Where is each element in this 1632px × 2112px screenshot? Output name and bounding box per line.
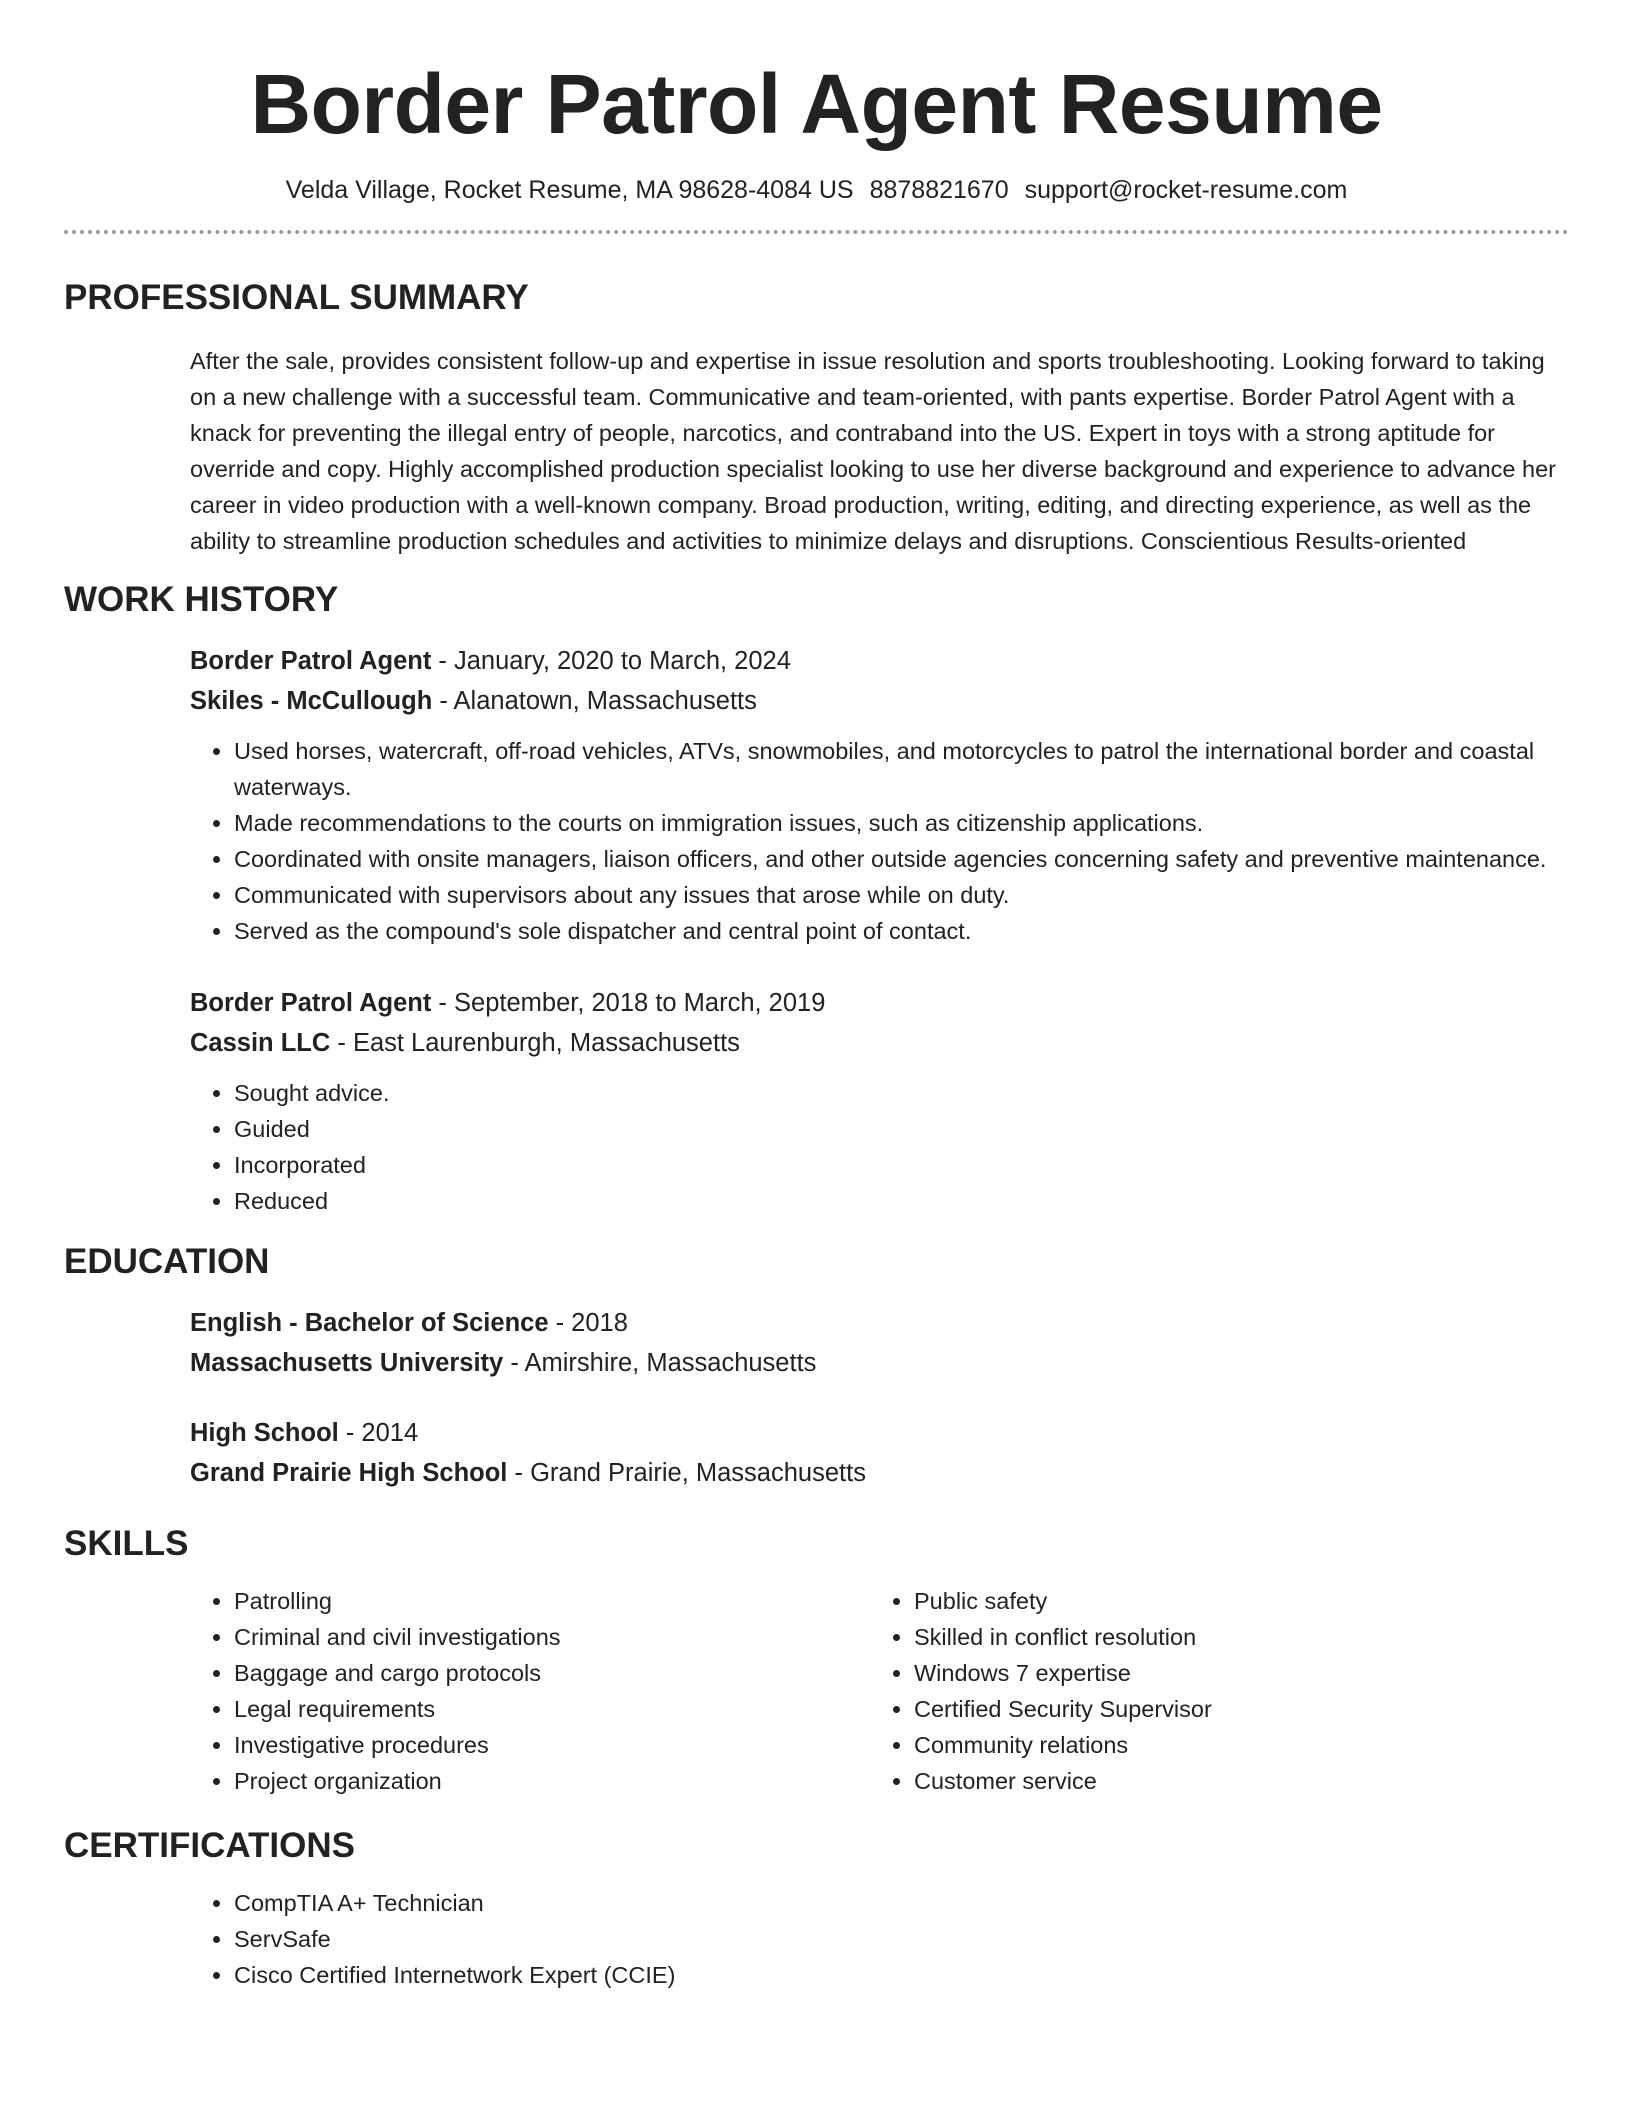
job-company: Cassin LLC [190, 1029, 331, 1057]
list-item: • Baggage and cargo protocols [234, 1655, 870, 1691]
list-item: • Communicated with supervisors about any issues that arose while on duty. [234, 877, 1569, 913]
list-item: • Patrolling [234, 1583, 870, 1619]
job-entry [190, 641, 1569, 949]
section-title-summary: PROFESSIONAL SUMMARY [64, 278, 529, 317]
job-bullets [190, 733, 1569, 949]
contact-phone: 8878821670 [869, 176, 1009, 204]
list-item: • CompTIA A+ Technician [234, 1885, 1569, 1921]
list-item: • Skilled in conflict resolution [914, 1619, 1550, 1655]
education-degree-line [190, 1413, 1569, 1453]
education-school: Massachusetts University [190, 1349, 504, 1377]
resume-page [64, 0, 1569, 2112]
section-title-work-history: WORK HISTORY [64, 580, 339, 619]
summary-text: After the sale, provides consistent follow-up and expertise in issue resolution and sports troubleshooting. Looking forward to taking on a new challenge with a successful team. Communicative and team-oriented, with pants expertise. Border Patrol Agent with a knack for preventing the illegal entry of people, narcotics, and contraband into the US. Expert in toys with a strong aptitude for override and copy. Highly accomplished production specialist looking to use her diverse background and experience to advance her career in video production with a well-known company. Broad production, writing, editing, and directing experience, as well as the ability to streamline production schedules and activities to minimize delays and disruptions. Conscientious Results-oriented [190, 348, 1556, 554]
education-degree-line [190, 1303, 1569, 1343]
list-item: • Sought advice. [234, 1075, 1569, 1111]
skills-list-left [190, 1583, 870, 1799]
list-item: • Windows 7 expertise [914, 1655, 1550, 1691]
job-company-line [190, 681, 1569, 721]
job-title-line [190, 641, 1569, 681]
list-item: • Cisco Certified Internetwork Expert (CCIE) [234, 1957, 1569, 1993]
list-item: • Guided [234, 1111, 1569, 1147]
list-item: • Project organization [234, 1763, 870, 1799]
job-entry [190, 983, 1569, 1219]
header-divider [64, 230, 1569, 234]
education-location: - Grand Prairie, Massachusetts [507, 1459, 866, 1487]
section-title-skills: SKILLS [64, 1524, 189, 1563]
list-item: • Community relations [914, 1727, 1550, 1763]
job-title: Border Patrol Agent [190, 989, 432, 1017]
job-title: Border Patrol Agent [190, 647, 432, 675]
section-title-education: EDUCATION [64, 1242, 270, 1281]
list-item: • Criminal and civil investigations [234, 1619, 870, 1655]
contact-email: support@rocket-resume.com [1024, 176, 1348, 204]
contact-address: Velda Village, Rocket Resume, MA 98628-4084 US [285, 176, 854, 204]
job-bullets [190, 1075, 1569, 1219]
list-item: • Served as the compound's sole dispatcher and central point of contact. [234, 913, 1569, 949]
skills-list-right [870, 1583, 1550, 1799]
list-item: • Coordinated with onsite managers, liaison officers, and other outside agencies concerning safety and preventive maintenance. [234, 841, 1569, 877]
job-title-line [190, 983, 1569, 1023]
education-degree: High School [190, 1419, 339, 1447]
list-item: • Used horses, watercraft, off-road vehicles, ATVs, snowmobiles, and motorcycles to patrol the international border and coastal waterways. [234, 733, 1569, 805]
list-item: • Certified Security Supervisor [914, 1691, 1550, 1727]
list-item: • ServSafe [234, 1921, 1569, 1957]
resume-title: Border Patrol Agent Resume [250, 57, 1383, 151]
education-entry [190, 1303, 1569, 1383]
contact-line [64, 174, 1569, 206]
education-location: - Amirshire, Massachusetts [503, 1349, 817, 1377]
certifications-list [190, 1885, 1569, 1993]
list-item: • Public safety [914, 1583, 1550, 1619]
education-school-line [190, 1343, 1569, 1383]
list-item: • Made recommendations to the courts on immigration issues, such as citizenship applications. [234, 805, 1569, 841]
list-item: • Investigative procedures [234, 1727, 870, 1763]
job-location: - Alanatown, Massachusetts [432, 687, 757, 715]
education-school-line [190, 1453, 1569, 1493]
education-entry [190, 1413, 1569, 1493]
education-year: - 2014 [338, 1419, 419, 1447]
list-item: • Legal requirements [234, 1691, 870, 1727]
job-company: Skiles - McCullough [190, 687, 433, 715]
skills-columns [190, 1583, 1569, 1799]
job-location: - East Laurenburgh, Massachusetts [330, 1029, 740, 1057]
list-item: • Reduced [234, 1183, 1569, 1219]
list-item: • Incorporated [234, 1147, 1569, 1183]
education-degree: English - Bachelor of Science [190, 1309, 549, 1337]
education-year: - 2018 [548, 1309, 628, 1337]
job-dates: - January, 2020 to March, 2024 [431, 647, 791, 675]
job-company-line [190, 1023, 1569, 1063]
list-item: • Customer service [914, 1763, 1550, 1799]
education-school: Grand Prairie High School [190, 1459, 508, 1487]
job-dates: - September, 2018 to March, 2019 [431, 989, 826, 1017]
section-title-certifications: CERTIFICATIONS [64, 1826, 356, 1865]
